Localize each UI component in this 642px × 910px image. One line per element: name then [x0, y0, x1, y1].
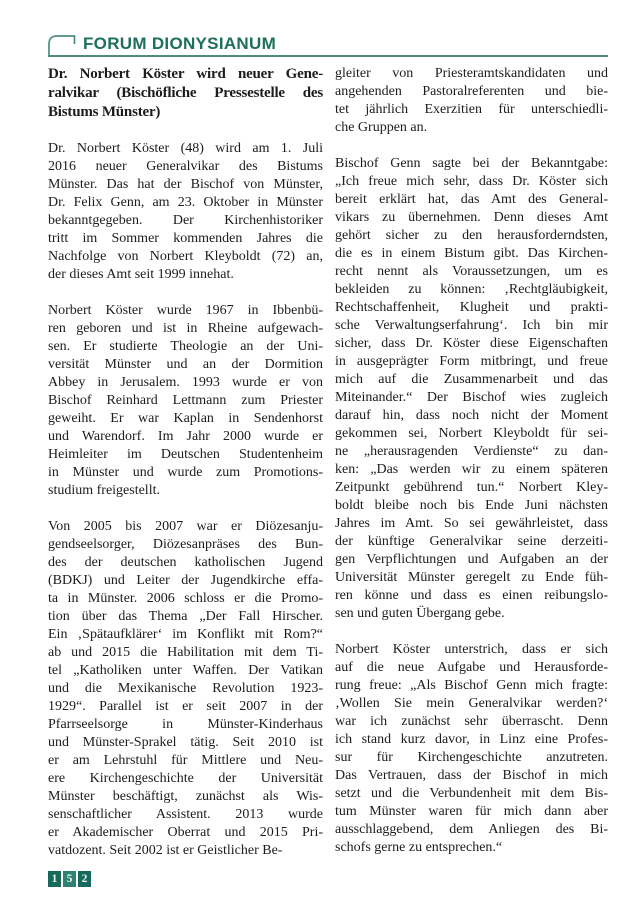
- text-line: Pfarrseelsorge in Münster-Kinderhaus: [48, 717, 323, 732]
- text-line: Jahres im Amt. So sei gewährleistet, dass: [335, 516, 608, 531]
- text-line: Zeitpunkt gebührend tun.“ Norbert Kley-: [335, 480, 608, 495]
- text-line: rung freue: „Als Bischof Genn mich fragte:: [335, 678, 608, 693]
- text-line: ich stand kurz davor, in Linz eine Profes-: [335, 732, 608, 747]
- text-line: er am Lehrstuhl für Mittlere und Neu-: [48, 753, 323, 768]
- text-line: sur für Kirchengeschichte anzutreten.: [335, 750, 608, 765]
- text-line: sche Verwaltungserfahrung‘. Ich bin mir: [335, 318, 608, 333]
- text-line: Dr. Norbert Köster (48) wird am 1. Juli: [48, 141, 323, 156]
- text-line: vatdozent. Seit 2002 ist er Geistlicher Be-: [48, 843, 283, 858]
- article-body: [48, 65, 608, 860]
- paragraph: [48, 302, 323, 500]
- paragraph: [335, 641, 608, 857]
- text-line: Nachfolge von Norbert Kleyboldt (72) an,: [48, 249, 323, 264]
- text-line: Abbey in Jerusalem. 1993 wurde er von: [48, 375, 323, 390]
- paragraph: [335, 155, 608, 623]
- text-line: Universität Münster geregelt zu Ende füh-: [335, 570, 608, 585]
- page-number-digit: 2: [78, 871, 91, 887]
- text-line: ere Kirchengeschichte der Universität: [48, 771, 323, 786]
- page-number-digit: 5: [63, 871, 76, 887]
- text-line: Münster. Das hat der Bischof von Münster,: [48, 177, 323, 192]
- text-line: ‚Wollen Sie mein Generalvikar werden?‘: [335, 696, 608, 711]
- text-line: ken: „Das werden wir zu einem späteren: [335, 462, 608, 477]
- text-line: Ein ‚Spätaufklärer‘ im Konflikt mit Rom?“: [48, 627, 323, 642]
- text-line: ta in Münster. 2006 schloss er die Promo-: [48, 591, 323, 606]
- text-line: tum Münster waren für mich dann aber: [335, 804, 608, 819]
- text-line: bekleiden zu können: ‚Rechtgläubigkeit,: [335, 282, 608, 297]
- page-header: [48, 26, 608, 57]
- section-title: FORUM DIONYSIANUM: [83, 34, 277, 53]
- text-line: war ich zunächst sehr überrascht. Denn: [335, 714, 608, 729]
- text-line: mich auf die Zusammenarbeit und das: [335, 372, 608, 387]
- page-number-digit: 1: [48, 871, 61, 887]
- text-line: che Gruppen an.: [335, 120, 428, 135]
- text-line: und Warendorf. Im Jahr 2000 wurde er: [48, 429, 323, 444]
- text-line: tritt im Sommer kommenden Jahres die: [48, 231, 323, 246]
- text-line: des der deutschen katholischen Jugend: [48, 555, 323, 570]
- text-line: Dr. Norbert Köster wird neuer Gene-: [48, 66, 323, 82]
- text-line: schofs gerne zu entsprechen.“: [335, 840, 503, 855]
- text-line: (BDKJ) und Leiter der Jugendkirche effa-: [48, 573, 323, 588]
- text-line: bereit erklärt hat, das Amt des General-: [335, 192, 608, 207]
- text-line: sen und guten Übergang gebe.: [335, 606, 505, 621]
- text-line: und die Mexikanische Revolution 1923-: [48, 681, 323, 696]
- text-line: gekommen sei, Norbert Kleyboldt für sei-: [335, 426, 608, 441]
- text-line: tet jährlich Exerzitien für unterschiedli-: [335, 102, 608, 117]
- text-line: Von 2005 bis 2007 war er Diözesanju-: [48, 519, 323, 534]
- text-line: versität Münster und an der Dormition: [48, 357, 323, 372]
- text-line: gen Verpflichtungen und Aufgaben an der: [335, 552, 608, 567]
- text-line: „Ich freue mich sehr, dass Dr. Köster sich: [335, 174, 608, 189]
- text-line: ren könne und dass es einen reibungslo-: [335, 588, 608, 603]
- right-column: [335, 65, 608, 860]
- left-column: [48, 65, 323, 860]
- text-line: Miteinander.“ Der Bischof wies zugleich: [335, 390, 608, 405]
- paragraph: [335, 65, 608, 137]
- text-line: in Münster und wurde zum Promotions-: [48, 465, 323, 480]
- text-line: auf die neue Aufgabe und Herausforde-: [335, 660, 608, 675]
- text-line: boldt bleibe noch bis Ende Juni nächsten: [335, 498, 608, 513]
- text-line: studium freigestellt.: [48, 483, 160, 498]
- page-number: [48, 871, 91, 887]
- text-line: Münster beschäftigt, zunächst als Wis-: [48, 789, 323, 804]
- text-line: tel „Katholiken unter Waffen. Der Vatikan: [48, 663, 323, 678]
- text-line: vikars zu übernehmen. Denn dieses Amt: [335, 210, 608, 225]
- text-line: gleiter von Priesteramtskandidaten und: [335, 66, 608, 81]
- text-line: Bistums Münster): [48, 104, 161, 120]
- paragraph: [48, 140, 323, 284]
- text-line: 2016 neuer Generalvikar des Bistums: [48, 159, 323, 174]
- text-line: gendseelsorger, Diözesanpräses des Bun-: [48, 537, 323, 552]
- text-line: setzt und die Verbundenheit mit dem Bis-: [335, 786, 608, 801]
- text-line: 1929“. Parallel ist er seit 2007 in der: [48, 699, 323, 714]
- text-line: Rechtschaffenheit, Klugheit und prakti-: [335, 300, 608, 315]
- text-line: sen. Er studierte Theologie an der Uni-: [48, 339, 323, 354]
- text-line: angehenden Pastoralreferenten und bie-: [335, 84, 608, 99]
- text-line: sicher, dass Dr. Köster diese Eigenschaften: [335, 336, 608, 351]
- text-line: Das Vertrauen, dass der Bischof in mich: [335, 768, 608, 783]
- text-line: er Akademischer Oberrat und 2015 Pri-: [48, 825, 323, 840]
- text-line: ralvikar (Bischöfliche Pressestelle des: [48, 85, 323, 101]
- text-line: recht nennt als Voraussetzungen, um es: [335, 264, 608, 279]
- tab-corner-icon: [48, 34, 76, 55]
- text-line: ab und 2015 die Habilitation mit dem Ti-: [48, 645, 323, 660]
- text-line: der künftige Generalvikar seine derzeiti-: [335, 534, 608, 549]
- text-line: gehört sicher zu den herausforderndsten,: [335, 228, 608, 243]
- text-line: Bischof Genn sagte bei der Bekanntgabe:: [335, 156, 608, 171]
- text-line: senschaftlicher Assistent. 2013 wurde: [48, 807, 323, 822]
- text-line: ne „herausragenden Verdienste“ zu dan-: [335, 444, 608, 459]
- text-line: und Münster-Sprakel tätig. Seit 2010 ist: [48, 735, 323, 750]
- article-heading: [48, 65, 323, 122]
- text-line: die es in einem Bistum gibt. Das Kirchen-: [335, 246, 608, 261]
- text-line: bekanntgegeben. Der Kirchenhistoriker: [48, 213, 323, 228]
- text-line: ren geboren und ist in Rheine aufgewach-: [48, 321, 323, 336]
- text-line: Heimleiter im Deutschen Studentenheim: [48, 447, 323, 462]
- text-line: geweiht. Er war Kaplan in Sendenhorst: [48, 411, 323, 426]
- text-line: der dieses Amt seit 1999 innehat.: [48, 267, 234, 282]
- text-line: tion über das Thema „Der Fall Hirscher.: [48, 609, 323, 624]
- text-line: in ausgeprägter Form mitbringt, und freue: [335, 354, 608, 369]
- paragraph: [48, 518, 323, 860]
- text-line: darauf hin, dass noch nicht der Moment: [335, 408, 608, 423]
- text-line: Norbert Köster unterstrich, dass er sich: [335, 642, 608, 657]
- text-line: Bischof Reinhard Lettmann zum Priester: [48, 393, 323, 408]
- text-line: Norbert Köster wurde 1967 in Ibbenbü-: [48, 303, 323, 318]
- text-line: ausschlaggebend, dem Anliegen des Bi-: [335, 822, 608, 837]
- text-line: Dr. Felix Genn, am 23. Oktober in Münster: [48, 195, 323, 210]
